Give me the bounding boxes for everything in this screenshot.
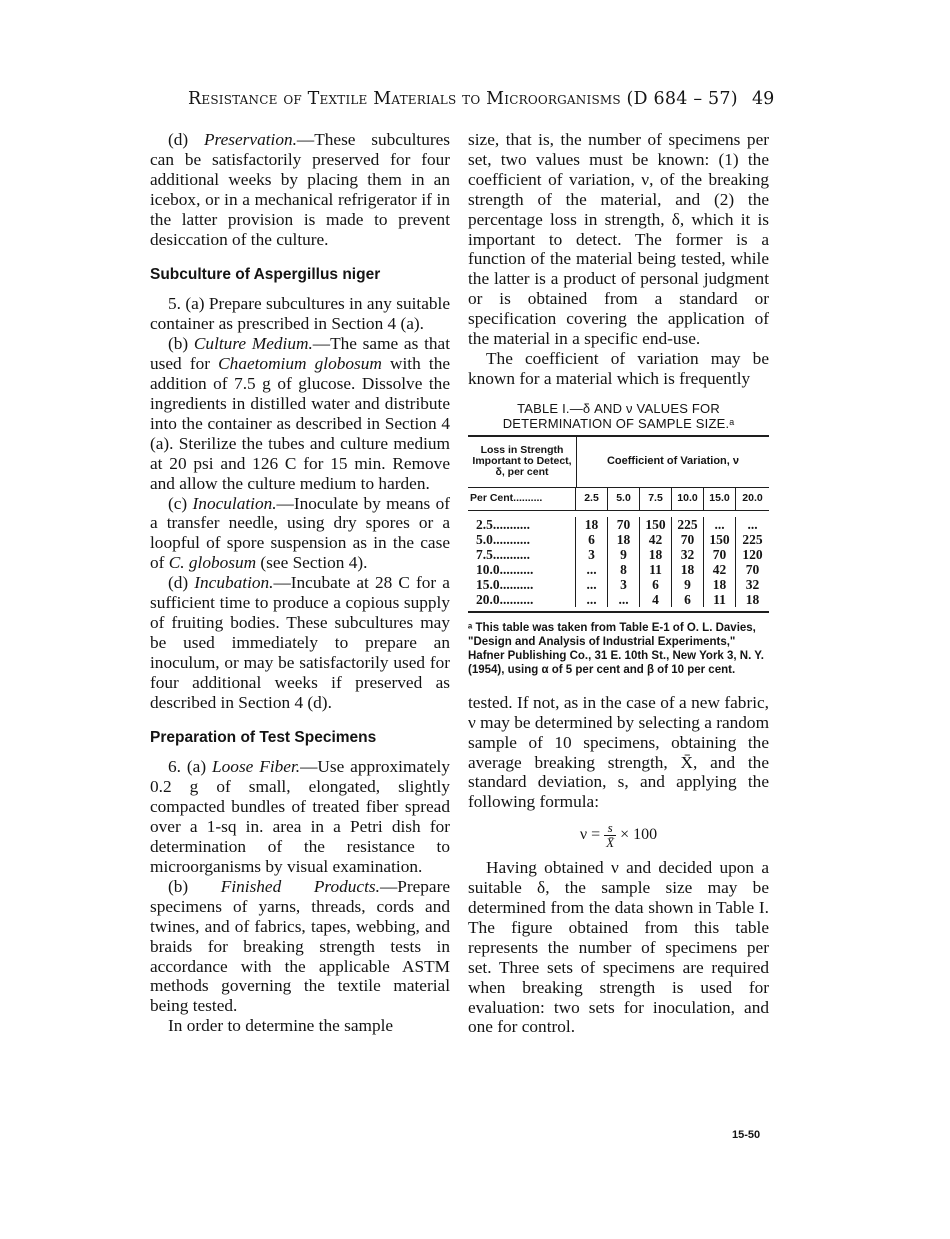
- table-footnote: ᵃ This table was taken from Table E-1 of O. L. Davies, "Design and Analysis of Industrial Experiments," Hafner Publishing Co., 31 E. 10th St., New York 3, N. Y. (1954), using α of 5 per cent and β of 10 per cent.: [468, 621, 764, 676]
- table-cell: 11: [640, 562, 672, 577]
- paragraph-6b: (b) Finished Products.—Prepare specimens of yarns, threads, cords and twines, and of fabrics, tapes, webbing, and braids for breaking strength tests in accordance with the applicable ASTM methods governing the textile material being tested.: [150, 876, 450, 1016]
- table-header-loss: Loss in Strength Important to Detect, δ, per cent: [468, 437, 577, 487]
- table-header: [468, 437, 769, 488]
- formula-fraction: [604, 821, 616, 850]
- paragraph-sample-size-cont: size, that is, the number of specimens per set, two values must be known: (1) the coefficient of variation, ν, of the breaking strength of the material, and (2) the percentage loss in strength, δ, which it is important to detect. The former is a function of the material being tested, while the latter is a product of personal judgment or is obtained from a standard or specification covering the application of the material in a specific end-use.: [468, 130, 769, 349]
- table-cell: 3: [576, 547, 608, 562]
- table-header-coefficient: Coefficient of Variation, ν: [606, 454, 740, 467]
- table-cell: 18: [640, 547, 672, 562]
- running-header: [0, 89, 950, 113]
- heading-preparation: Preparation of Test Specimens: [150, 729, 377, 747]
- paragraph-5d: (d) Incubation.—Incubate at 28 C for a sufficient time to produce a copious supply of fruiting bodies. These subcultures may be used immediately to prepare an inoculum, or may be satisfactorily used for four additional weeks if preserved as described in Section 4 (d).: [150, 573, 450, 712]
- formula-rhs: × 100: [620, 826, 658, 844]
- paragraph-tested: tested. If not, as in the case of a new fabric, ν may be determined by selecting a random sample of 10 specimens, obtaining the average breaking strength, X̄, and the standard deviation, s, and applying the following formula:: [468, 692, 770, 812]
- table-row: [468, 562, 769, 577]
- table-cell: 42: [704, 562, 736, 577]
- table-cell: 32: [745, 576, 760, 592]
- table-column-header: 15.0: [704, 488, 736, 510]
- table-cell: 3: [608, 577, 640, 592]
- paragraph-coefficient: The coefficient of variation may be known for a material which is frequently: [468, 348, 769, 388]
- table-cell: 11: [704, 592, 736, 607]
- table-cell: 18: [576, 517, 608, 532]
- table-row: [468, 517, 769, 532]
- paragraph-5b: (b) Culture Medium.—The same as that used for Chaetomium globosum with the addition of 7.5 g of glucose. Dissolve the ingredients in distilled water and distribute into the container as described in Section 4 (a). Sterilize the tubes and culture medium at 20 psi and 126 C for 15 min. Remove and allow the culture medium to harden.: [150, 334, 451, 493]
- coefficient-formula: [468, 812, 769, 858]
- left-column: [150, 130, 450, 1036]
- table-cell: ...: [608, 592, 640, 607]
- table-row-label: 2.5...........: [468, 517, 576, 532]
- table-cell: 150: [640, 517, 672, 532]
- table-cell: 225: [742, 531, 763, 547]
- table-column-header: 10.0: [672, 488, 704, 510]
- table-row: [468, 592, 769, 607]
- table-row-label: 5.0...........: [468, 532, 576, 547]
- table-column-header: 20.0: [742, 491, 763, 504]
- formula-numerator: s: [607, 819, 613, 835]
- table-subheader-label: Per Cent..........: [468, 488, 576, 510]
- table-cell: 18: [672, 562, 704, 577]
- table-cell: 4: [640, 592, 672, 607]
- paragraph-6a: 6. (a) Loose Fiber.—Use approximately 0.2 g of small, elongated, slightly compacted bundles of treated fiber spread over a 1-sq in. area in a Petri dish for determination of the resistance to microorganisms by visual examination.: [150, 757, 450, 876]
- table-cell: 18: [704, 577, 736, 592]
- paragraph-5a: 5. (a) Prepare subcultures in any suitable container as prescribed in Section 4 (a).: [150, 294, 450, 334]
- table-cell: 9: [672, 577, 704, 592]
- table-row-label: 20.0..........: [468, 592, 576, 607]
- table-cell: 6: [640, 577, 672, 592]
- table-cell: 120: [742, 546, 763, 562]
- table-column-header: 2.5: [576, 488, 608, 510]
- formula-lhs: ν =: [579, 826, 601, 844]
- table-block: [468, 401, 769, 677]
- table-cell: 70: [608, 517, 640, 532]
- page-code: 15-50: [732, 1129, 761, 1141]
- table-cell: 8: [608, 562, 640, 577]
- table-row: [468, 577, 769, 592]
- table-cell: ...: [576, 562, 608, 577]
- table-row: [468, 547, 769, 562]
- table-cell: 42: [640, 532, 672, 547]
- table-cell: ...: [704, 517, 736, 532]
- table-cell: 18: [745, 591, 760, 607]
- table-cell: 70: [704, 547, 736, 562]
- table-row-label: 7.5...........: [468, 547, 576, 562]
- paragraph-5c: (c) Inoculation.—Inoculate by means of a transfer needle, using dry spores or a loopful of spore suspension as in the case of C. globosum (see Section 4).: [150, 493, 450, 573]
- table-column-header: 5.0: [608, 488, 640, 510]
- table-subheader: [468, 488, 769, 511]
- table-cell: 150: [704, 532, 736, 547]
- table-cell: 225: [672, 517, 704, 532]
- paragraph-preservation: (d) Preservation.—These subcultures can be satisfactorily preserved for four additional weeks by placing them in an icebox, or in a mechanical refrigerator if in the latter provision is made to prevent desiccation of the culture.: [150, 130, 450, 249]
- table-cell: 18: [608, 532, 640, 547]
- table-row-label: 15.0..........: [468, 577, 576, 592]
- table-cell: ...: [576, 592, 608, 607]
- table-row-label: 10.0..........: [468, 562, 576, 577]
- sample-size-table: [468, 435, 769, 613]
- paragraph-sample-size: In order to determine the sample: [168, 1016, 394, 1036]
- formula-denominator: X̄: [606, 834, 615, 850]
- table-cell: 6: [576, 532, 608, 547]
- table-column-header: 7.5: [640, 488, 672, 510]
- table-cell: 70: [672, 532, 704, 547]
- page-number: 49: [752, 89, 775, 109]
- table-cell: 9: [608, 547, 640, 562]
- header-title: Resistance of Textile Materials to Microorganisms (D 684 – 57): [188, 89, 738, 109]
- table-cell: 32: [672, 547, 704, 562]
- table-cell: 6: [672, 592, 704, 607]
- paragraph-having-obtained: Having obtained ν and decided upon a suitable δ, the sample size may be determined from the data shown in Table I. The figure obtained from this table represents the number of specimens per set. Three sets of specimens are required when breaking strength is used for evaluation: two sets for inoculation, and one for control.: [468, 858, 769, 1037]
- heading-aspergillus: Subculture of Aspergillus niger: [150, 266, 381, 284]
- table-cell: ...: [747, 516, 758, 532]
- table-body: [468, 511, 769, 611]
- table-cell: 70: [745, 561, 760, 577]
- table-cell: ...: [576, 577, 608, 592]
- table-row: [468, 532, 769, 547]
- right-column: [468, 130, 769, 1037]
- table-caption: TABLE I.—δ AND ν VALUES FOR DETERMINATION OF SAMPLE SIZE.ᵃ: [502, 400, 735, 431]
